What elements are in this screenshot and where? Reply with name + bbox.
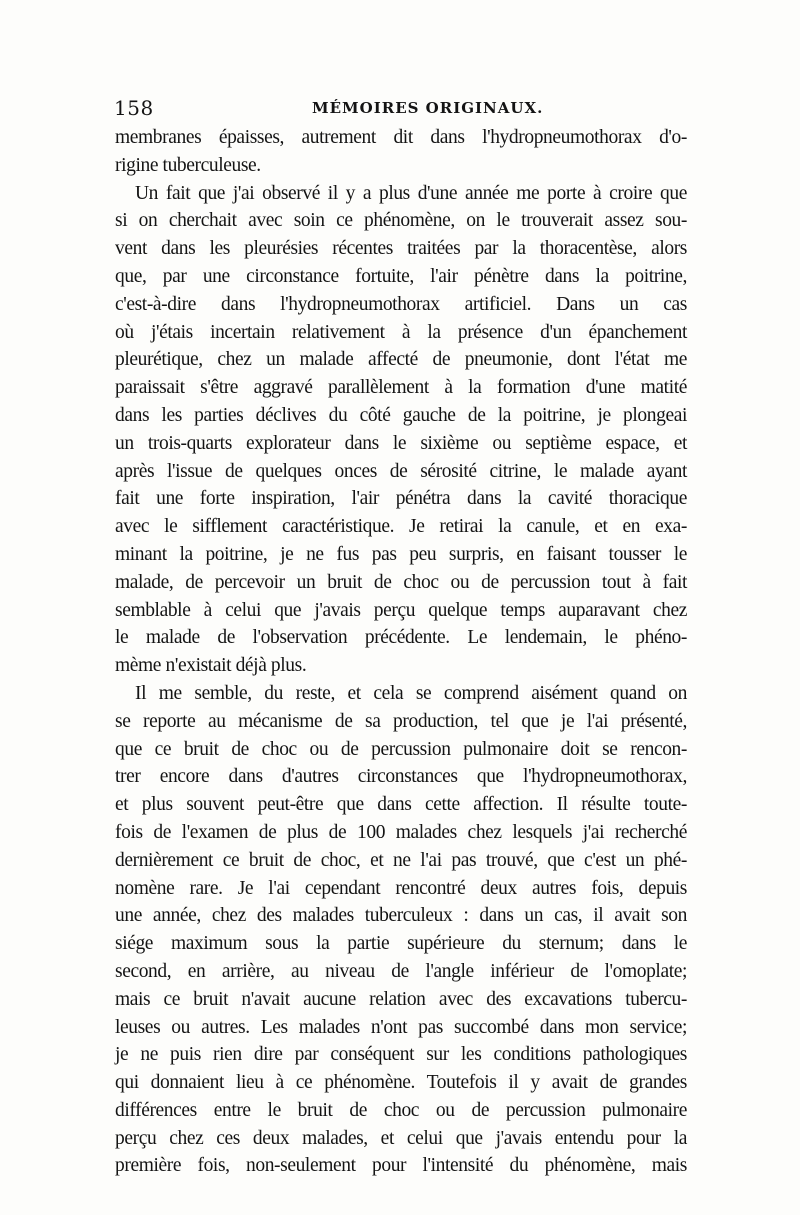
text-line: première fois, non-seulement pour l'intensité du phénomène, mais <box>115 1155 687 1177</box>
text-line: une année, chez des malades tuberculeux : dans un cas, il avait son <box>115 905 687 927</box>
text-line: semblable à celui que j'avais perçu quelque temps auparavant chez <box>115 599 687 621</box>
text-line: dernièrement ce bruit de choc, et ne l'ai pas trouvé, que c'est un phé- <box>115 849 687 871</box>
text-line: le malade de l'observation précédente. Le lendemain, le phéno- <box>115 627 687 649</box>
text-line: après l'issue de quelques onces de sérosité citrine, le malade ayant <box>115 460 687 482</box>
text-line: Il me semble, du reste, et cela se comprend aisément quand on <box>135 682 687 704</box>
text-line: mème n'existait déjà plus. <box>115 655 307 677</box>
text-line: fait une forte inspiration, l'air pénétra dans la cavité thoracique <box>115 488 687 510</box>
text-line: second, en arrière, au niveau de l'angle inférieur de l'omoplate; <box>115 960 687 982</box>
text-line: se reporte au mécanisme de sa production, tel que je l'ai présenté, <box>115 710 687 732</box>
text-line: fois de l'examen de plus de 100 malades chez lesquels j'ai recherché <box>115 821 687 843</box>
text-line: que ce bruit de choc ou de percussion pulmonaire doit se rencon- <box>115 738 687 760</box>
text-line: que, par une circonstance fortuite, l'air pénètre dans la poitrine, <box>115 265 687 287</box>
text-line: avec le sifflement caractéristique. Je retirai la canule, et en exa- <box>115 516 687 538</box>
text-line: membranes épaisses, autrement dit dans l'hydropneumothorax d'o- <box>115 127 687 148</box>
text-line: perçu chez ces deux malades, et celui que j'avais entendu pour la <box>115 1127 687 1149</box>
text-line: vent dans les pleurésies récentes traitées par la thoracentèse, alors <box>115 238 687 260</box>
running-title: MÉMOIRES ORIGINAUX. <box>312 99 544 117</box>
page-number: 158 <box>114 96 154 120</box>
text-line: et plus souvent peut-être que dans cette affection. Il résulte toute- <box>115 794 687 816</box>
page-header <box>114 96 704 122</box>
text-line: nomène rare. Je l'ai cependant rencontré deux autres fois, depuis <box>115 877 687 899</box>
text-line: mais ce bruit n'avait aucune relation avec des excavations tubercu- <box>115 988 687 1010</box>
text-line: pleurétique, chez un malade affecté de pneumonie, dont l'état me <box>115 349 687 371</box>
text-line: si on cherchait avec soin ce phénomène, on le trouverait assez sou- <box>115 210 687 232</box>
text-line: minant la poitrine, je ne fus pas peu surpris, en faisant tousser le <box>115 543 687 565</box>
text-line: malade, de percevoir un bruit de choc ou de percussion tout à fait <box>115 571 687 593</box>
text-line: Un fait que j'ai observé il y a plus d'une année me porte à croire que <box>135 182 687 204</box>
text-line: rigine tuberculeuse. <box>115 154 261 176</box>
text-line: dans les parties déclives du côté gauche de la poitrine, je plongeai <box>115 404 687 426</box>
text-line: leuses ou autres. Les malades n'ont pas succombé dans mon service; <box>115 1016 687 1038</box>
text-line: c'est-à-dire dans l'hydropneumothorax artificiel. Dans un cas <box>115 293 687 315</box>
text-line: siége maximum sous la partie supérieure du sternum; dans le <box>115 933 687 955</box>
text-line: qui donnaient lieu à ce phénomène. Toutefois il y avait de grandes <box>115 1072 687 1094</box>
text-line: où j'étais incertain relativement à la présence d'un épanchement <box>115 321 687 343</box>
text-line: je ne puis rien dire par conséquent sur les conditions pathologiques <box>115 1044 687 1066</box>
text-line: paraissait s'être aggravé parallèlement à la formation d'une matité <box>115 377 687 399</box>
body-text <box>115 124 687 1180</box>
text-line: différences entre le bruit de choc ou de percussion pulmonaire <box>115 1099 687 1121</box>
text-line: un trois-quarts explorateur dans le sixième ou septième espace, et <box>115 432 687 454</box>
text-line: trer encore dans d'autres circonstances que l'hydropneumothorax, <box>115 766 687 788</box>
